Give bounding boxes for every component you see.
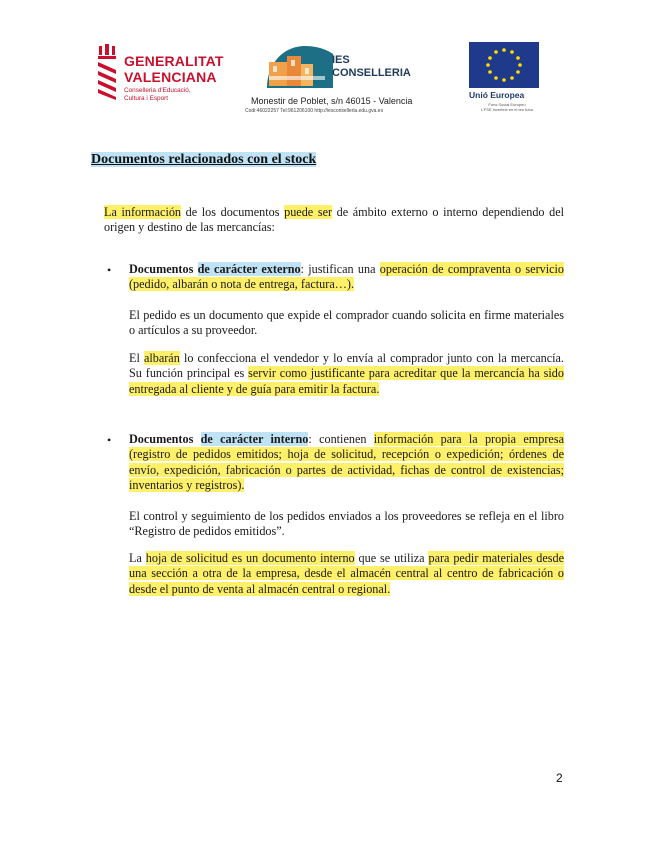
eu-logo bbox=[465, 42, 545, 112]
hoja-text-2: que se utiliza bbox=[354, 551, 429, 565]
intro-paragraph bbox=[104, 205, 564, 236]
albaran-text-2: lo confecciona el vendedor y lo envía al comprador junto con la mercancía. Su función principal es bbox=[129, 351, 564, 381]
hoja-solicitud-paragraph bbox=[129, 551, 564, 597]
page-number: 2 bbox=[556, 771, 563, 785]
hoja-highlight-2: para pedir materiales desde una sección a otra de la empresa, desde el almacén central al centro de fabricación o desde el punto de venta al almacén central o regional. bbox=[129, 551, 565, 596]
eu-flag-icon bbox=[469, 42, 539, 88]
interno-text-1: : contienen bbox=[308, 432, 374, 446]
externo-highlight-1: operación de compraventa o servicio (pedido, albarán o nota de entrega, factura…). bbox=[129, 262, 564, 292]
eu-name: Unió Europea bbox=[469, 90, 525, 100]
hoja-text-1: La bbox=[129, 551, 146, 565]
albaran-paragraph bbox=[129, 351, 564, 397]
externo-paragraph bbox=[129, 262, 564, 293]
page-title-text: Documentos relacionados con el stock bbox=[91, 152, 317, 167]
ies-name-line1: IES bbox=[332, 54, 350, 66]
control-paragraph: El control y seguimiento de los pedidos enviados a los proveedores se refleja en el libro “Registro de pedidos emitidos”. bbox=[129, 509, 564, 539]
bullet-interno: • bbox=[107, 433, 112, 447]
eu-sub-line2: L'FSE inverteix en el teu futur bbox=[480, 107, 534, 112]
gva-sub-line2: Cultura i Esport bbox=[124, 94, 169, 102]
gva-title-line2: VALENCIANA bbox=[124, 69, 217, 85]
gva-sub-line1: Conselleria d'Educació, bbox=[124, 87, 191, 94]
generalitat-emblem-icon bbox=[96, 44, 118, 100]
bullet-externo: • bbox=[107, 263, 112, 277]
eu-sub-line1: Fons Social Europeu bbox=[488, 102, 526, 107]
ies-conselleria-logo bbox=[243, 38, 433, 116]
ies-name-line2: CONSELLERIA bbox=[332, 67, 411, 79]
externo-text-1: : justifican una bbox=[300, 262, 380, 276]
intro-text-1: de los documentos bbox=[181, 205, 285, 219]
ies-contact: Codi:46022257 Tel:961206100 http://iesconselleria.edu.gva.es bbox=[245, 108, 384, 114]
generalitat-logo bbox=[96, 44, 226, 106]
albaran-text-1: El bbox=[129, 351, 144, 365]
intro-text-2: de ámbito externo o interno dependiendo del origen y destino de las mercancías: bbox=[104, 205, 565, 235]
pedido-paragraph: El pedido es un documento que expide el comprador cuando solicita en firme materiales o artículos a su proveedor. bbox=[129, 308, 564, 338]
hoja-highlight-1: hoja de solicitud es un documento interno bbox=[145, 551, 355, 565]
ies-address: Monestir de Poblet, s/n 46015 - Valencia bbox=[251, 96, 413, 106]
intro-highlight-2: puede ser bbox=[284, 205, 333, 219]
interno-heading-highlight: de carácter interno bbox=[200, 432, 309, 446]
ies-building-icon bbox=[261, 42, 341, 92]
albaran-highlight-2: servir como justificante para acreditar que la mercancía ha sido entregada al cliente y de guía para emitir la factura. bbox=[129, 366, 564, 396]
intro-highlight-1: La información bbox=[104, 205, 182, 219]
externo-lead: Documentos bbox=[129, 262, 198, 276]
albaran-highlight-1: albarán bbox=[143, 351, 180, 365]
interno-lead: Documentos bbox=[129, 432, 201, 446]
interno-paragraph bbox=[129, 432, 564, 493]
page-title bbox=[91, 152, 316, 168]
gva-title-line1: GENERALITAT bbox=[124, 53, 224, 69]
interno-highlight-1: información para la propia empresa (registro de pedidos emitidos; hoja de solicitud, recepción o expedición; órdenes de envío, expedición, fabricación o partes de actividad, fichas de control de existencias; inventarios y registros). bbox=[129, 432, 564, 492]
externo-heading-highlight: de carácter externo bbox=[197, 262, 301, 276]
